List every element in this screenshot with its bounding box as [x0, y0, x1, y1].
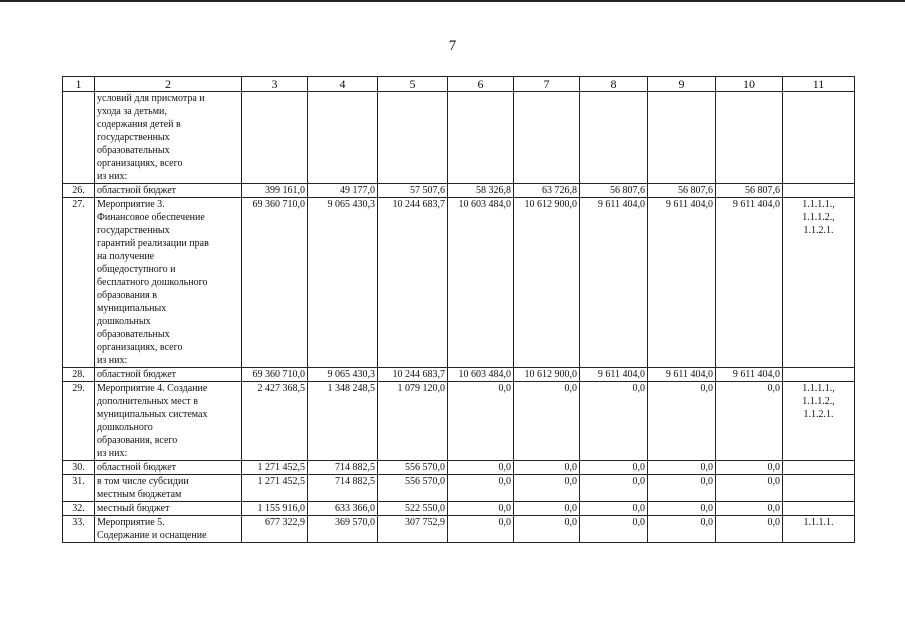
- value-cell-col-4: 1 348 248,5: [308, 382, 378, 461]
- header-cell-5: 5: [378, 77, 448, 92]
- value-cell-col-4: 49 177,0: [308, 184, 378, 198]
- value-cell-col-5: 57 507,6: [378, 184, 448, 198]
- table-row: [63, 198, 855, 368]
- table-row: [63, 516, 855, 543]
- value-cell-col-9: 0,0: [648, 475, 716, 502]
- value-cell-col-7: 0,0: [514, 382, 580, 461]
- header-cell-10: 10: [716, 77, 783, 92]
- value-cell-col-6: 0,0: [448, 461, 514, 475]
- value-cell-col-4: 714 882,5: [308, 461, 378, 475]
- value-cell-col-3: 1 271 452,5: [242, 461, 308, 475]
- header-cell-9: 9: [648, 77, 716, 92]
- budget-table: [62, 76, 855, 543]
- row-number-cell: [63, 92, 95, 184]
- header-cell-1: 1: [63, 77, 95, 92]
- table-row: [63, 92, 855, 184]
- target-indicators-cell: [783, 461, 855, 475]
- target-indicators-cell: [783, 475, 855, 502]
- target-indicators-cell: [783, 382, 855, 461]
- item-name-line: из них:: [97, 448, 128, 459]
- value-cell-col-9: 9 611 404,0: [648, 198, 716, 368]
- item-name-cell: [95, 368, 242, 382]
- value-cell-col-10: 0,0: [716, 461, 783, 475]
- row-number-cell: 32.: [63, 502, 95, 516]
- item-name-line: организациях, всего: [97, 158, 183, 169]
- value-cell-col-7: 10 612 900,0: [514, 198, 580, 368]
- header-cell-4: 4: [308, 77, 378, 92]
- item-name-line: Мероприятие 3.: [97, 199, 165, 210]
- value-cell-col-7: 0,0: [514, 461, 580, 475]
- value-cell-col-8: 56 807,6: [580, 184, 648, 198]
- target-indicator: 1.1.1.2.,: [802, 212, 835, 223]
- item-name-line: бесплатного дошкольного: [97, 277, 208, 288]
- row-number-cell: 26.: [63, 184, 95, 198]
- value-cell-col-8: 0,0: [580, 502, 648, 516]
- item-name-line: из них:: [97, 171, 128, 182]
- item-name-line: областной бюджет: [97, 462, 177, 473]
- target-indicator: 1.1.2.1.: [803, 225, 834, 236]
- value-cell-col-3: 2 427 368,5: [242, 382, 308, 461]
- page-number: 7: [448, 38, 457, 54]
- value-cell-col-10: 0,0: [716, 475, 783, 502]
- table-row: [63, 382, 855, 461]
- value-cell-col-6: [448, 92, 514, 184]
- value-cell-col-7: 0,0: [514, 502, 580, 516]
- value-cell-col-4: 369 570,0: [308, 516, 378, 543]
- value-cell-col-6: 0,0: [448, 382, 514, 461]
- target-indicators-cell: [783, 368, 855, 382]
- value-cell-col-3: 1 155 916,0: [242, 502, 308, 516]
- value-cell-col-9: 56 807,6: [648, 184, 716, 198]
- value-cell-col-9: [648, 92, 716, 184]
- value-cell-col-5: 556 570,0: [378, 475, 448, 502]
- value-cell-col-10: 56 807,6: [716, 184, 783, 198]
- item-name-cell: [95, 92, 242, 184]
- value-cell-col-3: 69 360 710,0: [242, 368, 308, 382]
- item-name-cell: [95, 516, 242, 543]
- item-name-line: муниципальных системах: [97, 409, 208, 420]
- target-indicators-cell: [783, 92, 855, 184]
- value-cell-col-8: [580, 92, 648, 184]
- value-cell-col-5: 10 244 683,7: [378, 198, 448, 368]
- value-cell-col-6: 0,0: [448, 516, 514, 543]
- item-name-line: организациях, всего: [97, 342, 183, 353]
- value-cell-col-8: 0,0: [580, 516, 648, 543]
- item-name-line: Содержание и оснащение: [97, 530, 207, 541]
- header-cell-3: 3: [242, 77, 308, 92]
- item-name-line: образовательных: [97, 329, 170, 340]
- value-cell-col-4: 9 065 430,3: [308, 198, 378, 368]
- value-cell-col-9: 0,0: [648, 461, 716, 475]
- target-indicator: 1.1.1.2.,: [802, 396, 835, 407]
- value-cell-col-7: 10 612 900,0: [514, 368, 580, 382]
- value-cell-col-8: 0,0: [580, 382, 648, 461]
- row-number-cell: 30.: [63, 461, 95, 475]
- item-name-line: дошкольных: [97, 316, 151, 327]
- value-cell-col-6: 0,0: [448, 475, 514, 502]
- value-cell-col-10: 0,0: [716, 516, 783, 543]
- header-row: [63, 77, 855, 92]
- row-number-cell: 31.: [63, 475, 95, 502]
- value-cell-col-10: [716, 92, 783, 184]
- value-cell-col-9: 9 611 404,0: [648, 368, 716, 382]
- value-cell-col-10: 0,0: [716, 502, 783, 516]
- item-name-line: дошкольного: [97, 422, 153, 433]
- value-cell-col-8: 9 611 404,0: [580, 198, 648, 368]
- value-cell-col-6: 0,0: [448, 502, 514, 516]
- value-cell-col-8: 9 611 404,0: [580, 368, 648, 382]
- item-name-cell: [95, 475, 242, 502]
- value-cell-col-4: 714 882,5: [308, 475, 378, 502]
- value-cell-col-5: 10 244 683,7: [378, 368, 448, 382]
- value-cell-col-7: 63 726,8: [514, 184, 580, 198]
- target-indicators-cell: [783, 184, 855, 198]
- value-cell-col-8: 0,0: [580, 461, 648, 475]
- table-row: [63, 368, 855, 382]
- item-name-cell: [95, 382, 242, 461]
- row-number-cell: 27.: [63, 198, 95, 368]
- item-name-line: Мероприятие 5.: [97, 517, 165, 528]
- table-row: [63, 475, 855, 502]
- item-name-line: областной бюджет: [97, 369, 177, 380]
- value-cell-col-5: [378, 92, 448, 184]
- value-cell-col-7: [514, 92, 580, 184]
- value-cell-col-3: 1 271 452,5: [242, 475, 308, 502]
- item-name-line: Мероприятие 4. Создание: [97, 383, 208, 394]
- item-name-line: местным бюджетам: [97, 489, 182, 500]
- value-cell-col-3: 399 161,0: [242, 184, 308, 198]
- page-top-border: [0, 0, 905, 2]
- value-cell-col-5: 556 570,0: [378, 461, 448, 475]
- value-cell-col-5: 307 752,9: [378, 516, 448, 543]
- item-name-line: на получение: [97, 251, 155, 262]
- value-cell-col-3: 677 322,9: [242, 516, 308, 543]
- table-row: [63, 502, 855, 516]
- value-cell-col-10: 9 611 404,0: [716, 368, 783, 382]
- target-indicator: 1.1.1.1.,: [802, 383, 835, 394]
- value-cell-col-6: 10 603 484,0: [448, 198, 514, 368]
- row-number-cell: 29.: [63, 382, 95, 461]
- item-name-line: образовательных: [97, 145, 170, 156]
- value-cell-col-6: 58 326,8: [448, 184, 514, 198]
- item-name-line: ухода за детьми,: [97, 106, 167, 117]
- item-name-line: образования, всего: [97, 435, 178, 446]
- value-cell-col-3: [242, 92, 308, 184]
- row-number-cell: 28.: [63, 368, 95, 382]
- item-name-line: в том числе субсидии: [97, 476, 189, 487]
- value-cell-col-7: 0,0: [514, 475, 580, 502]
- target-indicators-cell: [783, 516, 855, 543]
- header-cell-11: 11: [783, 77, 855, 92]
- value-cell-col-4: [308, 92, 378, 184]
- item-name-line: общедоступного и: [97, 264, 176, 275]
- value-cell-col-9: 0,0: [648, 516, 716, 543]
- item-name-line: из них:: [97, 355, 128, 366]
- item-name-cell: [95, 198, 242, 368]
- item-name-line: местный бюджет: [97, 503, 170, 514]
- value-cell-col-5: 1 079 120,0: [378, 382, 448, 461]
- table-row: [63, 461, 855, 475]
- value-cell-col-8: 0,0: [580, 475, 648, 502]
- target-indicator: 1.1.2.1.: [803, 409, 834, 420]
- item-name-line: содержания детей в: [97, 119, 181, 130]
- value-cell-col-5: 522 550,0: [378, 502, 448, 516]
- value-cell-col-10: 9 611 404,0: [716, 198, 783, 368]
- item-name-line: условий для присмотра и: [97, 93, 205, 104]
- item-name-line: областной бюджет: [97, 185, 177, 196]
- header-cell-7: 7: [514, 77, 580, 92]
- value-cell-col-10: 0,0: [716, 382, 783, 461]
- header-cell-6: 6: [448, 77, 514, 92]
- item-name-line: дополнительных мест в: [97, 396, 198, 407]
- header-cell-2: 2: [95, 77, 242, 92]
- item-name-line: муниципальных: [97, 303, 167, 314]
- value-cell-col-9: 0,0: [648, 382, 716, 461]
- item-name-line: государственных: [97, 132, 170, 143]
- target-indicator: 1.1.1.1.: [803, 517, 834, 528]
- value-cell-col-4: 633 366,0: [308, 502, 378, 516]
- table-body: [63, 77, 855, 543]
- item-name-cell: [95, 184, 242, 198]
- item-name-cell: [95, 502, 242, 516]
- value-cell-col-7: 0,0: [514, 516, 580, 543]
- header-cell-8: 8: [580, 77, 648, 92]
- target-indicators-cell: [783, 502, 855, 516]
- item-name-line: образования в: [97, 290, 157, 301]
- item-name-line: государственных: [97, 225, 170, 236]
- value-cell-col-4: 9 065 430,3: [308, 368, 378, 382]
- target-indicator: 1.1.1.1.,: [802, 199, 835, 210]
- item-name-line: гарантий реализации прав: [97, 238, 209, 249]
- item-name-line: Финансовое обеспечение: [97, 212, 205, 223]
- value-cell-col-9: 0,0: [648, 502, 716, 516]
- value-cell-col-6: 10 603 484,0: [448, 368, 514, 382]
- row-number-cell: 33.: [63, 516, 95, 543]
- item-name-cell: [95, 461, 242, 475]
- value-cell-col-3: 69 360 710,0: [242, 198, 308, 368]
- table-row: [63, 184, 855, 198]
- target-indicators-cell: [783, 198, 855, 368]
